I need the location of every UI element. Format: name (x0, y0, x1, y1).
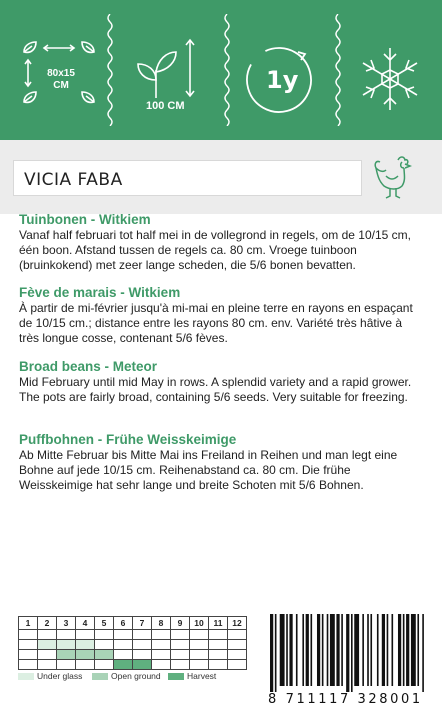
calendar-cell (133, 630, 152, 640)
section-title: Fève de marais - Witkiem (19, 285, 181, 300)
calendar-cell (38, 650, 57, 660)
section-dutch (19, 212, 423, 273)
calendar-cell (38, 630, 57, 640)
month-cell: 11 (209, 617, 228, 630)
legend-harvest (168, 671, 216, 681)
wavy-divider (222, 14, 232, 126)
calendar-cell (19, 640, 38, 650)
barcode-bar (296, 614, 298, 686)
section-text: Vanaf half februari tot half mei in de vollegrond in regels, om de 10/15 cm, één boon. Afstand tussen de regels ca. 80 cm. Vroege tuinboon (bruinkokend) met zeer lange scheden, die 5/6 bonen bevatten. (19, 228, 411, 272)
rooster-icon (372, 154, 412, 200)
cycle-label: 1y (266, 66, 299, 94)
top-icon-band (0, 0, 442, 140)
calendar-cell (114, 640, 133, 650)
open-ground-swatch (92, 673, 108, 680)
barcode-bar (422, 614, 424, 692)
section-title: Broad beans - Meteor (19, 359, 158, 374)
month-cell: 10 (190, 617, 209, 630)
barcode (268, 614, 436, 692)
barcode-bar (362, 614, 364, 686)
barcode-bar (346, 614, 349, 692)
barcode-bar (367, 614, 369, 686)
barcode-bar (370, 614, 372, 686)
calendar-cell (152, 660, 171, 670)
calendar-rows (19, 630, 247, 670)
month-cell: 7 (133, 617, 152, 630)
sowing-calendar (18, 616, 247, 670)
calendar-cell (171, 640, 190, 650)
barcode-bar (286, 614, 288, 686)
calendar-cell (19, 630, 38, 640)
barcode-bar (387, 614, 389, 686)
barcode-bar (398, 614, 401, 686)
barcode-bar (341, 614, 343, 686)
plant-height-icon (134, 36, 206, 100)
calendar-cell (114, 660, 133, 670)
section-english (19, 359, 423, 405)
calendar-cell (228, 650, 247, 660)
calendar-cell (95, 630, 114, 640)
calendar-cell (19, 650, 38, 660)
calendar-cell (38, 640, 57, 650)
calendar-cell (190, 630, 209, 640)
barcode-bar (306, 614, 309, 686)
calendar-row (19, 640, 247, 650)
calendar-cell (95, 640, 114, 650)
section-text: Mid February until mid May in rows. A splendid variety and a rapid grower. The pots are fairly broad, containing 5/6 seeds. Very suitable for freezing. (19, 375, 412, 404)
month-cell: 3 (57, 617, 76, 630)
calendar-cell (114, 630, 133, 640)
section-title: Puffbohnen - Frühe Weisskeimige (19, 432, 237, 447)
latin-name: VICIA FABA (24, 170, 123, 190)
calendar-cell (228, 640, 247, 650)
calendar-cell (38, 660, 57, 670)
month-cell: 4 (76, 617, 95, 630)
section-text: Ab Mitte Februar bis Mitte Mai ins Freiland in Reihen und man legt eine Bohne auf jede 10/15 cm. Reihenabstand ca. 80 cm. Die frühe Weisskeimige hat sehr lange und breite Schoten mit 5/6 Bohnen. (19, 448, 398, 492)
month-cell: 8 (152, 617, 171, 630)
wavy-divider (105, 14, 115, 126)
calendar-cell (152, 630, 171, 640)
calendar-cell (152, 650, 171, 660)
under-glass-swatch (18, 673, 34, 680)
calendar-cell (209, 660, 228, 670)
month-cell: 6 (114, 617, 133, 630)
calendar-cell (152, 640, 171, 650)
section-german (19, 432, 423, 493)
section-title: Tuinbonen - Witkiem (19, 212, 151, 227)
calendar-cell (228, 660, 247, 670)
calendar-cell (190, 660, 209, 670)
calendar-cell (209, 650, 228, 660)
calendar-cell (76, 630, 95, 640)
calendar-row (19, 630, 247, 640)
spacing-label (44, 68, 78, 92)
barcode-bar (351, 614, 353, 692)
calendar-cell (57, 660, 76, 670)
legend-label: Harvest (187, 671, 217, 681)
barcode-number: 8 711117 328001 (268, 692, 423, 707)
barcode-bar (275, 614, 277, 692)
calendar-cell (133, 650, 152, 660)
calendar-cell (133, 640, 152, 650)
calendar-row (19, 650, 247, 660)
barcode-bar (322, 614, 324, 686)
section-text: À partir de mi-février jusqu'à mi-mai en pleine terre en rayons en espaçant de 10/15 cm.; distance entre les rayons 80 cm. env. Variété très hâtive à très longue cosse, contenant 5/6 fèves. (19, 301, 413, 345)
barcode-bar (403, 614, 405, 686)
barcode-bar (327, 614, 329, 686)
calendar-cell (209, 630, 228, 640)
legend-under-glass (18, 671, 82, 681)
legend-open-ground (92, 671, 161, 681)
barcode-bar (382, 614, 385, 686)
calendar-cell (95, 660, 114, 670)
calendar-cell (190, 650, 209, 660)
barcode-bar (406, 614, 409, 686)
calendar-cell (57, 640, 76, 650)
spacing-label-line2: CM (53, 80, 69, 91)
barcode-bar (280, 614, 285, 686)
calendar-cell (228, 630, 247, 640)
barcode-bar (311, 614, 313, 686)
calendar-cell (19, 660, 38, 670)
month-cell: 1 (19, 617, 38, 630)
barcode-bar (270, 614, 273, 692)
calendar-month-row (19, 617, 247, 630)
calendar-cell (57, 650, 76, 660)
month-cell: 9 (171, 617, 190, 630)
height-label: 100 CM (146, 100, 185, 112)
harvest-swatch (168, 673, 184, 680)
calendar-cell (76, 660, 95, 670)
snowflake-icon (360, 46, 420, 112)
month-cell: 2 (38, 617, 57, 630)
month-cell: 12 (228, 617, 247, 630)
calendar-cell (171, 630, 190, 640)
calendar-cell (171, 650, 190, 660)
calendar-cell (133, 660, 152, 670)
wavy-divider (333, 14, 343, 126)
barcode-bar (411, 614, 416, 686)
calendar-cell (95, 650, 114, 660)
barcode-bar (354, 614, 359, 686)
spacing-label-line1: 80x15 (47, 68, 75, 79)
legend-label: Under glass (37, 671, 83, 681)
month-cell: 5 (95, 617, 114, 630)
legend-label: Open ground (111, 671, 161, 681)
calendar-cell (76, 650, 95, 660)
barcode-bar (289, 614, 292, 686)
calendar-cell (114, 650, 133, 660)
calendar-cell (57, 630, 76, 640)
section-french (19, 285, 423, 346)
calendar-cell (76, 640, 95, 650)
calendar-cell (190, 640, 209, 650)
calendar-row (19, 660, 247, 670)
barcode-bar (377, 614, 379, 686)
barcode-bar (417, 614, 419, 686)
barcode-bar (392, 614, 394, 686)
barcode-bar (330, 614, 335, 686)
calendar-cell (209, 640, 228, 650)
calendar-cell (171, 660, 190, 670)
barcode-bar (302, 614, 304, 686)
barcode-bar (336, 614, 339, 686)
barcode-bar (317, 614, 320, 686)
